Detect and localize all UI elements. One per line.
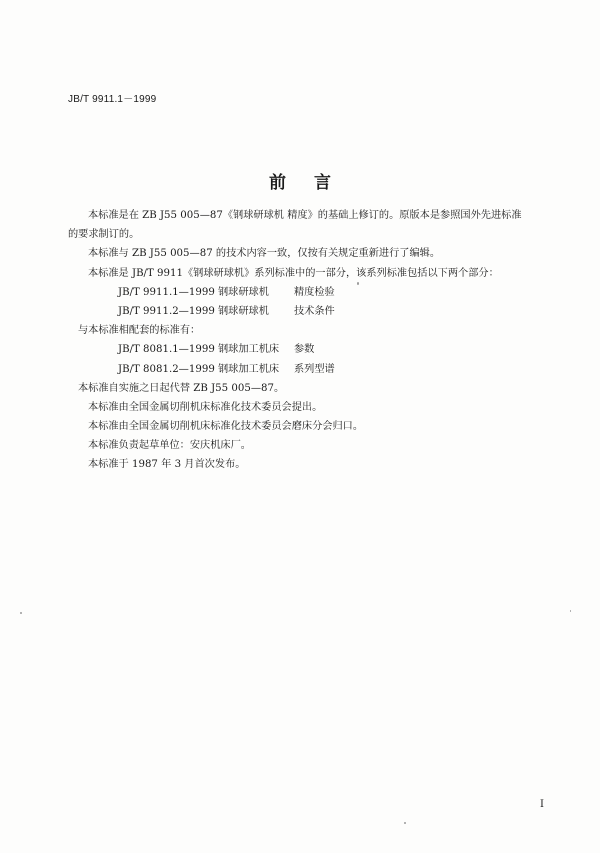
related-item-topic: 参数 [294,344,315,356]
paragraph-3: 本标准是 JB/T 9911《钢球研球机》系列标准中的一部分，该系列标准包括以下两个部分： [88,267,499,279]
series-item-code: JB/T 9911.1—1999 [118,286,215,298]
series-item [118,283,548,302]
paragraph-1-line-2: 的要求制订的。 [68,229,140,241]
paragraph-4: 与本标准相配套的标准有： [78,325,201,337]
paragraph-5: 本标准自实施之日起代替 ZB J55 005—87。 [78,382,285,394]
paragraph-9: 本标准于 1987 年 3 月首次发布。 [88,459,246,471]
paragraph-1-line-1: 本标准是在 ZB J55 005—87《钢球研球机 精度》的基础上修订的。原版本是参照国外先进标准 [88,210,522,221]
paragraph-6: 本标准由全国金属切削机床标准化技术委员会提出。 [88,401,323,413]
paragraph-8: 本标准负责起草单位：安庆机床厂。 [88,440,251,452]
scan-speck [570,610,571,612]
standard-code: JB/T 9911.1－1999 [68,94,157,105]
related-item-code: JB/T 8081.1—1999 [118,344,215,356]
related-item [118,340,548,359]
series-item-code: JB/T 9911.2—1999 [118,305,215,317]
paragraph-2: 本标准与 ZB J55 005—87 的技术内容一致，仅按有关规定重新进行了编辑。 [88,248,441,260]
page-title: 前言 [269,173,359,193]
related-item [118,360,548,379]
series-item-topic: 技术条件 [294,305,335,317]
document-body [68,206,548,475]
scan-speck [20,612,22,614]
scan-speck [357,282,359,285]
page-number: I [540,799,544,810]
series-item [118,302,548,321]
related-item-name: 钢球加工机床 [218,363,280,375]
series-item-topic: 精度检验 [294,286,335,298]
series-item-name: 钢球研球机 [218,305,269,317]
related-item-name: 钢球加工机床 [218,344,280,356]
related-item-topic: 系列型谱 [294,363,335,375]
scan-speck [404,822,406,824]
paragraph-7: 本标准由全国金属切削机床标准化技术委员会磨床分会归口。 [88,421,364,433]
series-item-name: 钢球研球机 [218,286,269,298]
related-item-code: JB/T 8081.2—1999 [118,363,215,375]
